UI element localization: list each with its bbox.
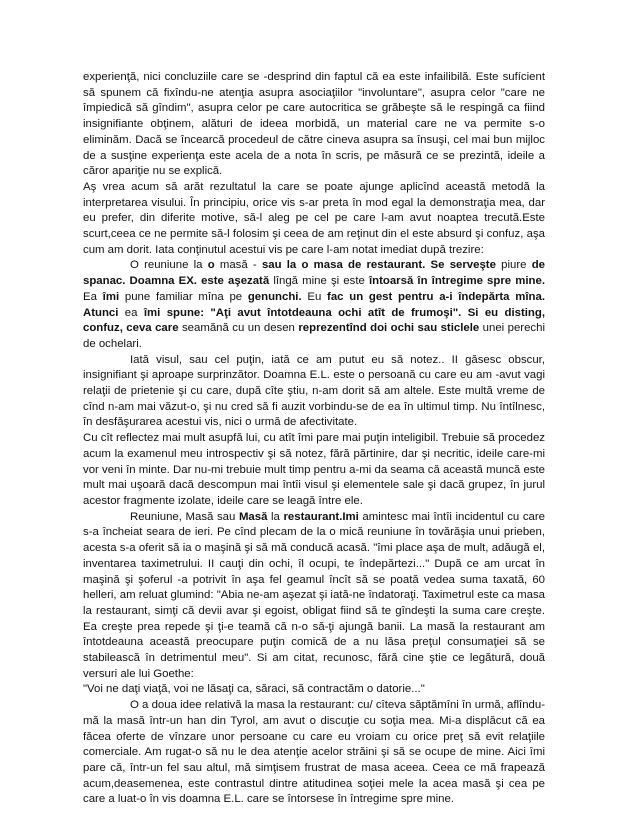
text-run: masă -	[214, 259, 262, 272]
bold-text-run: genunchi.	[247, 290, 302, 303]
bold-text-run: Masă	[238, 510, 268, 523]
text-run: Aş vrea acum să arăt rezultatul la care se poate ajunge aplicînd această metodă la interpretarea visului. În principiu, orice vis s-ar preta în mod egal la demonstraţia mea, dar eu prefer, din diferite motive, să-l aleg pe cel pe care l-am avut noaptea trecută.Este scurt,ceea ce ne permite să-l folosim şi ceea de am reţinut din el este absurd şi confuz, aşa cum am dorit. Iata conţinutul acestui vis pe care l-am notat imediat după trezire:	[83, 180, 545, 256]
paragraph	[83, 510, 545, 683]
bold-text-run: întoarsă în întregime spre mine.	[368, 275, 545, 288]
text-run: amintesc mai întîi incidentul cu care s-a încheiat seara de ieri. Pe cînd plecam de la o mică reuniune în tovărăşia unui prieben, acesta s-a oferit să ia o maşină şi să mă conducă acasă. "îmi place aşa de mult, adăugă el, inventarea taximetrului. II cauţi din ochi, îl ocupi, te îndepărtezi..." După ce am urcat în maşină şi şoferul -a potrivit în aşa fel geamul încît să se poată vedea suma taxată, 60 helleri, am reluat glumind: "Abia ne-am aşezat şi iată-ne îndatoraţi. Taximetrul este ca masa la restaurant, simţi că devii avar şi egoist, obligat fiind să te gîndeşti la suma care creşte. Ea creşte prea repede şi ţi-e teamă că n-o să-ţi ajungă banii. La masă la restaurant am întotdeauna această preocupare puţin comică de a nu lăsa preţul consumaţiei să se stabilească în detrimentul meu". Si am citat, recunosc, fără cine ştie ce legătură, două versuri ale lui Goethe:	[83, 510, 545, 680]
paragraph	[83, 70, 545, 180]
bold-text-run: o	[207, 259, 215, 272]
bold-text-run: de spanac. Doamna EX. este aşezată	[83, 259, 545, 288]
bold-text-run: îmi spune: "Aţi avut întotdeauna ochi atît de frumoşi". Si eu disting, confuz, ceva care	[83, 306, 545, 335]
paragraph	[83, 180, 545, 259]
paragraph	[83, 258, 545, 352]
text-run: O a doua idee relativă la masa la restaurant: cu/ cîteva săptămîni în urmă, aflîndu-mă la masă într-un han din Tyrol, am avut o discuţie cu soţia mea. Mi-a displăcut că ea făcea oferte de vînzare unor persoane cu care eu vroiam cu orice preţ să evit relaţiile comerciale. Am rugat-o să nu le dea atenţie acelor străini şi să se ocupe de mine. Aici îmi pare că, într-un fel sau altul, mă simţisem frustrat de masa aceea. Ceea ce mă frapează acum,deasemenea, este contrastul dintre atitudinea soţiei mele la acea masă şi cea pe care a luat-o în vis doamna E.L. care se întorsese în întregime spre mine.	[83, 699, 545, 806]
bold-text-run: reprezentînd doi ochi sau sticlele	[298, 322, 480, 335]
bold-text-run: îmi	[102, 290, 120, 303]
text-run: piure	[495, 259, 532, 272]
paragraph	[83, 353, 545, 432]
text-run: Eu	[301, 290, 328, 303]
bold-text-run: sau la o masa de restaurant. Se serveşte	[261, 259, 496, 272]
text-run: Iată visul, sau cel puţin, iată ce am putut eu să notez.. II găsesc obscur, insignifiant şi aproape surprinzător. Doamna E.L. este o persoană cu care eu am -avut vagi relaţii de prietenie şi cu care, după cîte ştiu, n-am dorit să am altele. Este multă vreme de cînd n-am mai văzut-o, şi nu cred să fi auzit vorbindu-se de ea în ultimul timp. Nu întîlnesc, în desfăşurarea acestui vis, nici o urmă de afectivitate.	[83, 353, 545, 429]
paragraph	[83, 431, 545, 510]
text-run: Ea	[83, 290, 103, 303]
text-run: Reuniune, Masă sau	[130, 510, 239, 523]
text-run: O reuniune la	[130, 259, 208, 272]
text-run: Cu cît reflectez mai mult asupfă lui, cu atît îmi pare mai puţin inteligibil. Trebuie să procedez acum la examenul meu introspectiv şi să notez, fără părtinire, dar şi necritic, ideile care-mi vor veni în minte. Dar nu-mi trebuie mult timp pentru a-mi da seama că această muncă este mult mai uşoară dacă descompun mai întîi visul şi elementele sale şi dacă grupez, în jurul acestor fragmente izolate, ideile care se leagă între ele.	[83, 432, 545, 507]
bold-text-run: restaurant.Imi	[283, 510, 359, 523]
bold-text-run: fac un gest pentru a-i îndepărta mîna. Atunci	[83, 290, 545, 319]
text-run: "Voi ne daţi viaţă, voi ne lăsaţi ca, săraci, să contractăm o datorie..."	[83, 683, 425, 696]
document-page	[83, 70, 545, 808]
paragraph	[83, 698, 545, 808]
text-run: experienţă, nici concluziile care se -desprind din faptul că ea este infailibilă. Este sufícient să spunem că fixîndu-ne atenţia asupra asociaţiilor "involuntare", asupra celor "care ne împiedică să gîndim", asupra celor pe care autocritica se grăbeşte să le respingă ca fiind insignifiante obţinem, alături de ideea morbidă, un material care ne va permite s-o eliminăm. Dacă se încearcă procedeul de către cineva asupra sa însuşi, cel mai bun mijloc de a susţine experienţa este acela de a nota în scris, pe măsură ce se prezintă, ideile a căror apariţie nu se explică.	[83, 71, 545, 178]
paragraph	[83, 682, 545, 698]
text-run: unei perechi de ochelari.	[83, 322, 545, 350]
text-run: la	[267, 510, 284, 523]
text-run: pune familiar mîna pe	[119, 290, 248, 303]
text-run: seamănă cu un desen	[178, 322, 299, 335]
text-run: ea	[118, 306, 144, 319]
text-run: lîngă mine şi este	[269, 275, 369, 288]
